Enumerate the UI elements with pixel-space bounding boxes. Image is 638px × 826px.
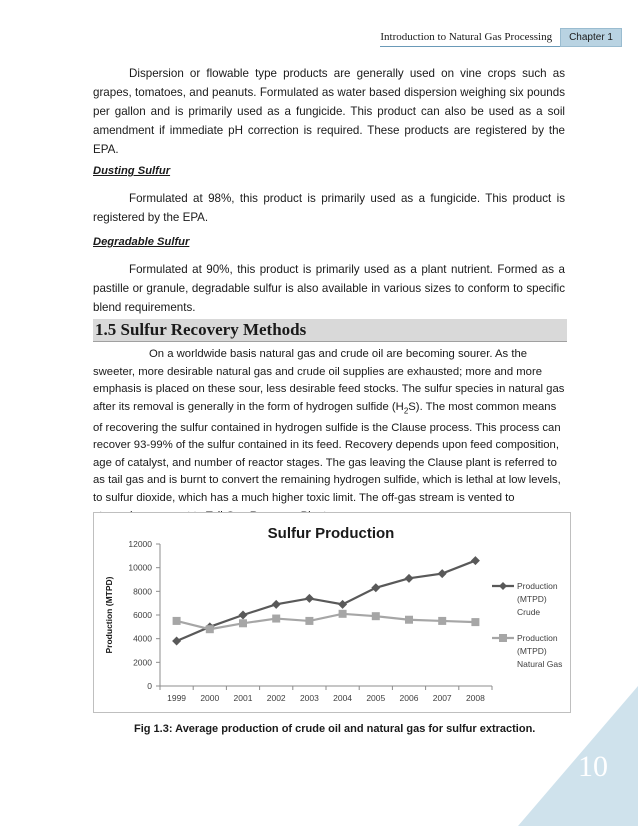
x-tick-label: 2003 [299, 693, 319, 703]
chapter-tab: Chapter 1 [560, 28, 622, 47]
legend-marker-0 [499, 582, 507, 590]
recovery-text-start: On a worldwide basis natural gas and crude oil are becoming sourer. As the sweeter, more desirable natural gas and crude oil supplies are exhausted; more and more emphasis is placed on these sour, less desirable feed stocks. The sulfur species in natural gas after its removal is generally in the form of hydrogen sulfide (H [93, 348, 565, 413]
y-tick-label: 4000 [133, 633, 152, 644]
data-point-gas-2005 [372, 612, 380, 620]
x-tick-label: 2007 [432, 693, 452, 703]
data-point-crude-2004 [338, 600, 347, 609]
x-tick-label: 2001 [233, 693, 253, 703]
page-number: 10 [578, 750, 608, 783]
subheading-degradable-sulfur: Degradable Sulfur [93, 236, 190, 248]
data-point-gas-2004 [339, 610, 347, 618]
figure-caption: Fig 1.3: Average production of crude oil and natural gas for sulfur extraction. [134, 723, 536, 735]
subscript-2: 2 [403, 406, 409, 416]
legend-text-1: (MTPD) [517, 646, 547, 656]
sulfur-production-chart [93, 512, 571, 713]
section-heading: 1.5 Sulfur Recovery Methods [93, 319, 567, 342]
data-point-crude-2001 [239, 611, 248, 620]
data-point-gas-2003 [305, 617, 313, 625]
data-point-gas-2000 [206, 625, 214, 633]
series-line-1 [177, 614, 476, 629]
data-point-crude-2003 [305, 594, 314, 603]
paragraph-dispersion: Dispersion or flowable type products are generally used on vine crops such as grapes, tomatoes, and peanuts. Formulated as water based dispersion weighing six pounds per gallon and is primarily used as a fungicide. This product can also be used as a soil amendment if immediate pH correction is required. These products are registered by the EPA. [93, 67, 565, 156]
paragraph-degradable: Formulated at 90%, this product is primarily used as a plant nutrient. Formed as a pastille or granule, degradable sulfur is also available in various sizes to conform to specific blend requirements. [93, 263, 565, 314]
legend-marker-1 [499, 634, 507, 642]
paragraph-sulfur-recovery [93, 346, 565, 525]
data-point-gas-2008 [471, 618, 479, 626]
paragraph-dusting: Formulated at 98%, this product is primarily used as a fungicide. This product is registered by the EPA. [93, 192, 565, 224]
chart-title: Sulfur Production [267, 525, 395, 542]
chart-svg [94, 513, 570, 712]
recovery-text-end: S). The most common means of recovering the sulfur contained in hydrogen sulfide is the Clause process. This process can recover 93-99% of the sulfur contained in its feed. Recovery depends upon feed composition, age of catalyst, and number of reactor stages. The gas leaving the Clause plant is referred to as tail gas and is burnt to convert the remaining hydrogen sulfide, which is lethal at low levels, to sulfur dioxide, which has a much higher toxic limit. The off-gas stream is vented to [93, 400, 561, 504]
y-tick-label: 12000 [128, 539, 152, 549]
x-tick-label: 2000 [200, 693, 220, 703]
x-tick-label: 2005 [366, 693, 386, 703]
x-tick-label: 2006 [399, 693, 419, 703]
data-point-crude-2002 [272, 600, 281, 609]
data-point-crude-2006 [405, 574, 414, 583]
legend-text-0: Production [517, 581, 558, 591]
y-axis-label: Production (MTPD) [104, 576, 114, 654]
y-tick-label: 8000 [133, 586, 152, 597]
legend-text-1: Production [517, 633, 558, 643]
header-title: Introduction to Natural Gas Processing [380, 31, 560, 47]
x-tick-label: 2008 [465, 693, 485, 703]
data-point-crude-1999 [172, 637, 181, 646]
data-point-crude-2005 [371, 583, 380, 592]
y-tick-label: 6000 [133, 610, 152, 620]
data-point-gas-2001 [239, 619, 247, 627]
x-tick-label: 1999 [167, 693, 187, 703]
data-point-gas-2006 [405, 616, 413, 624]
x-tick-label: 2002 [266, 693, 286, 703]
data-point-gas-1999 [173, 617, 181, 625]
y-tick-label: 0 [147, 681, 152, 691]
subheading-dusting-sulfur: Dusting Sulfur [93, 165, 171, 177]
data-point-gas-2007 [438, 617, 446, 625]
y-tick-label: 2000 [133, 657, 152, 668]
legend-text-1: Natural Gas [517, 659, 563, 669]
x-tick-label: 2004 [333, 693, 353, 703]
data-point-crude-2007 [438, 569, 447, 578]
data-point-crude-2008 [471, 556, 480, 565]
legend-text-0: Crude [517, 607, 541, 617]
page-header [380, 28, 622, 47]
legend-text-0: (MTPD) [517, 594, 547, 604]
data-point-gas-2002 [272, 615, 280, 623]
series-line-0 [177, 561, 476, 641]
y-tick-label: 10000 [128, 562, 152, 573]
